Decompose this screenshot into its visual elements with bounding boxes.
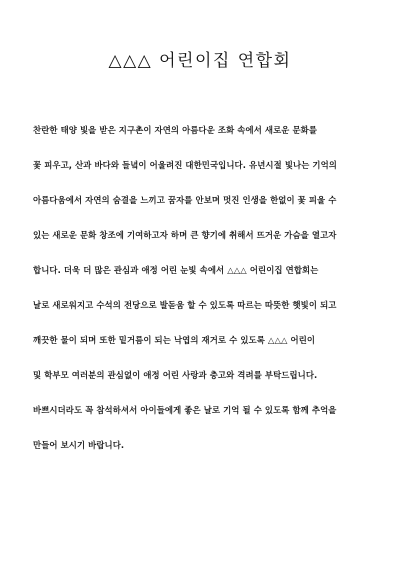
body-line: 찬란한 태양 빛을 받은 지구촌이 자연의 아름다운 조화 속에서 새로운 문화를 bbox=[33, 125, 318, 135]
document-title: △△△ 어린이집 연합회 bbox=[108, 51, 292, 72]
body-line: 바쁘시더라도 꼭 참석하셔서 아이들에게 좋은 날로 기억 될 수 있도록 함께 추억을 bbox=[33, 405, 337, 415]
body-line: 합니다. 더욱 더 많은 관심과 애정 어린 눈빛 속에서 △△△ 어린이집 연합회는 bbox=[33, 265, 319, 275]
body-line: 아름다움에서 자연의 숨결을 느끼고 꿈자를 안보며 멋진 인생을 한없이 꽃 피울 수 bbox=[33, 195, 337, 205]
body-line: 있는 새로운 문화 창조에 기여하고자 하며 큰 향기에 취해서 뜨거운 가슴을 열고자 bbox=[33, 230, 337, 240]
body-line: 및 학부모 여러분의 관심없이 애정 어린 사랑과 충고와 격려를 부탁드립니다. bbox=[33, 370, 318, 380]
body-line: 깨끗한 물이 되며 또한 밑거름이 되는 낙엽의 재거로 수 있도록 △△△ 어린이 bbox=[33, 335, 316, 345]
body-line: 꽃 피우고, 산과 바다와 들녘이 어울려진 대한민국입니다. 유년시절 빛나는 기억의 bbox=[33, 160, 337, 170]
document-body bbox=[33, 122, 373, 472]
body-line: 날로 새로워지고 수석의 전당으로 발돋움 할 수 있도록 따르는 따뜻한 햇빛이 되고 bbox=[33, 300, 337, 310]
body-line: 만들어 보시기 바랍니다. bbox=[33, 440, 125, 450]
